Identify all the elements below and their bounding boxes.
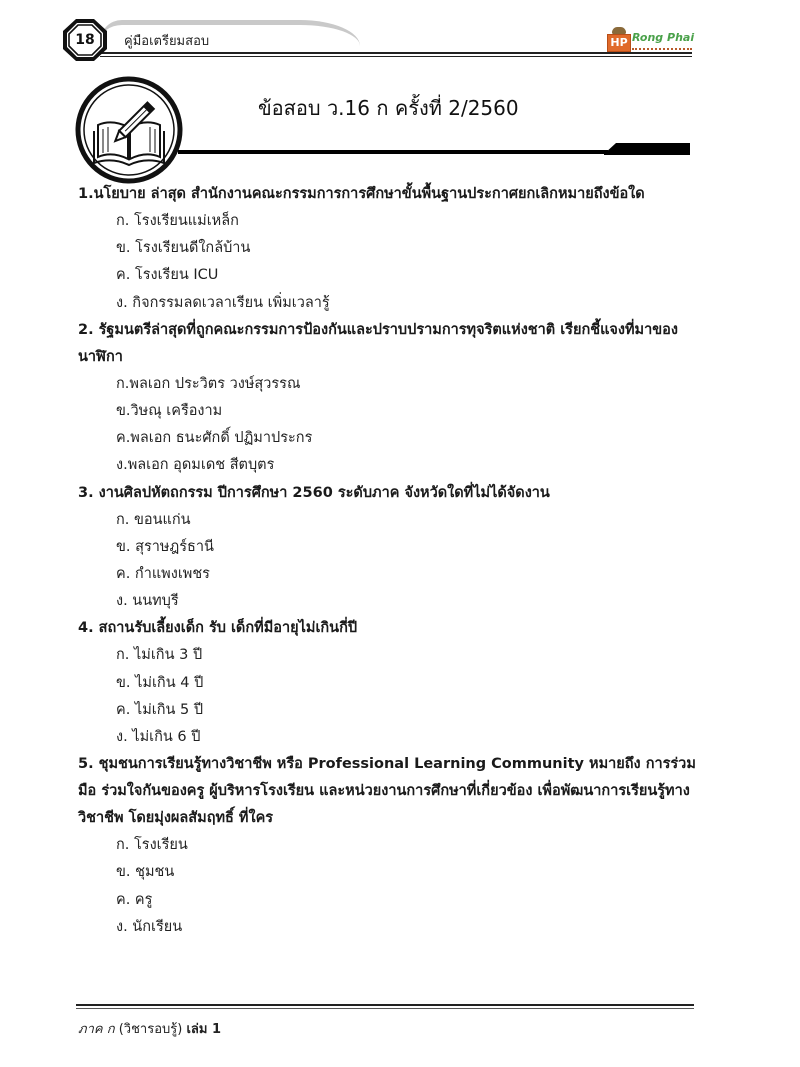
question-text: 5. ชุมชนการเรียนรู้ทางวิชาชีพ หรือ Professional Learning Community หมายถึง การร่วมมือ ร่วมใจกันของครู ผู้บริหารโรงเรียน และหน่วยงานการศึกษาที่เกี่ยวข้อง เพื่อพัฒนาการเรียนรู้ทางวิชาชีพ โดยมุ่งผลสัมฤทธิ์ ที่ใคร <box>78 756 696 827</box>
choice-list <box>78 371 698 480</box>
footer-rule <box>76 1004 694 1006</box>
choice-option: ข. สุราษฎร์ธานี <box>116 538 214 555</box>
header-rule <box>100 52 692 54</box>
choice-option: ง. นักเรียน <box>116 918 183 935</box>
header-rule-thin <box>100 56 692 57</box>
question-item <box>78 480 698 616</box>
question-text: 1.นโยบาย ล่าสุด สำนักงานคณะกรรมการการศึกษาขั้นพื้นฐานประกาศยกเลิกหมายถึงข้อใด <box>78 186 645 202</box>
choice-option: ค. ไม่เกิน 5 ปี <box>116 701 204 718</box>
choice-option: ก. ขอนแก่น <box>116 511 191 528</box>
question-item <box>78 751 698 941</box>
choice-list <box>78 507 698 616</box>
question-text: 4. สถานรับเลี้ยงเด็ก รับ เด็กที่มีอายุไม่เกินกี่ปี <box>78 620 358 637</box>
choice-list <box>78 208 698 317</box>
book-and-pencil-icon <box>74 75 184 185</box>
footer-part: ภาค ก <box>78 1022 115 1037</box>
choice-option: ง. กิจกรรมลดเวลาเรียน เพิ่มเวลารู้ <box>116 294 330 311</box>
choice-list <box>78 832 698 941</box>
choice-option: ง. ไม่เกิน 6 ปี <box>116 729 201 746</box>
choice-option: ค.พลเอก ธนะศักดิ์ ปฏิมาประกร <box>116 430 313 447</box>
choice-option: ก. โรงเรียนแม่เหล็ก <box>116 213 239 229</box>
question-item <box>78 615 698 751</box>
page-number: 18 <box>75 32 95 48</box>
publisher-logo <box>607 27 702 53</box>
footer-volume: เล่ม 1 <box>186 1022 222 1037</box>
choice-option: ง.พลเอก อุดมเดช สีตบุตร <box>116 457 275 474</box>
question-text: 2. รัฐมนตรีล่าสุดที่ถูกคณะกรรมการป้องกันและปราบปรามการทุจริตแห่งชาติ เรียกชี้แจงที่มาของนาฬิกา <box>78 321 678 365</box>
logo-badge: HP <box>607 34 631 52</box>
choice-option: ค. ครู <box>116 891 153 908</box>
footer-rule-thin <box>76 1008 694 1009</box>
choice-option: ก. โรงเรียน <box>116 837 188 854</box>
choice-option: ค. กำแพงเพชร <box>116 566 210 583</box>
choice-list <box>78 642 698 751</box>
choice-option: ง. นนทบุรี <box>116 593 179 610</box>
footer-caption <box>78 1018 221 1039</box>
footer-subject: (วิชารอบรู้) <box>118 1022 183 1037</box>
logo-name: Rong Phai <box>632 31 695 44</box>
choice-option: ข. ชุมชน <box>116 864 175 881</box>
question-item <box>78 181 698 317</box>
choice-option: ข. โรงเรียนดีใกล้บ้าน <box>116 240 251 257</box>
logo-subtitle-decoration <box>632 44 692 50</box>
question-text: 3. งานศิลปหัตถกรรม ปีการศึกษา 2560 ระดับภาค จังหวัดใดที่ไม่ได้จัดงาน <box>78 484 550 501</box>
question-list <box>78 181 698 941</box>
choice-option: ข. ไม่เกิน 4 ปี <box>116 674 204 691</box>
section-underline <box>178 150 608 154</box>
choice-option: ข.วิษณุ เครืองาม <box>116 403 223 420</box>
question-item <box>78 317 698 480</box>
running-title: คู่มือเตรียมสอบ <box>124 34 210 49</box>
section-underline-end <box>604 143 690 155</box>
section-title: ข้อสอบ ว.16 ก ครั้งที่ 2/2560 <box>258 96 519 120</box>
page-number-badge <box>62 18 108 62</box>
choice-option: ก.พลเอก ประวิตร วงษ์สุวรรณ <box>116 375 301 392</box>
logo-figure-icon <box>612 27 626 34</box>
choice-option: ก. ไม่เกิน 3 ปี <box>116 647 203 664</box>
choice-option: ค. โรงเรียน ICU <box>116 267 219 284</box>
